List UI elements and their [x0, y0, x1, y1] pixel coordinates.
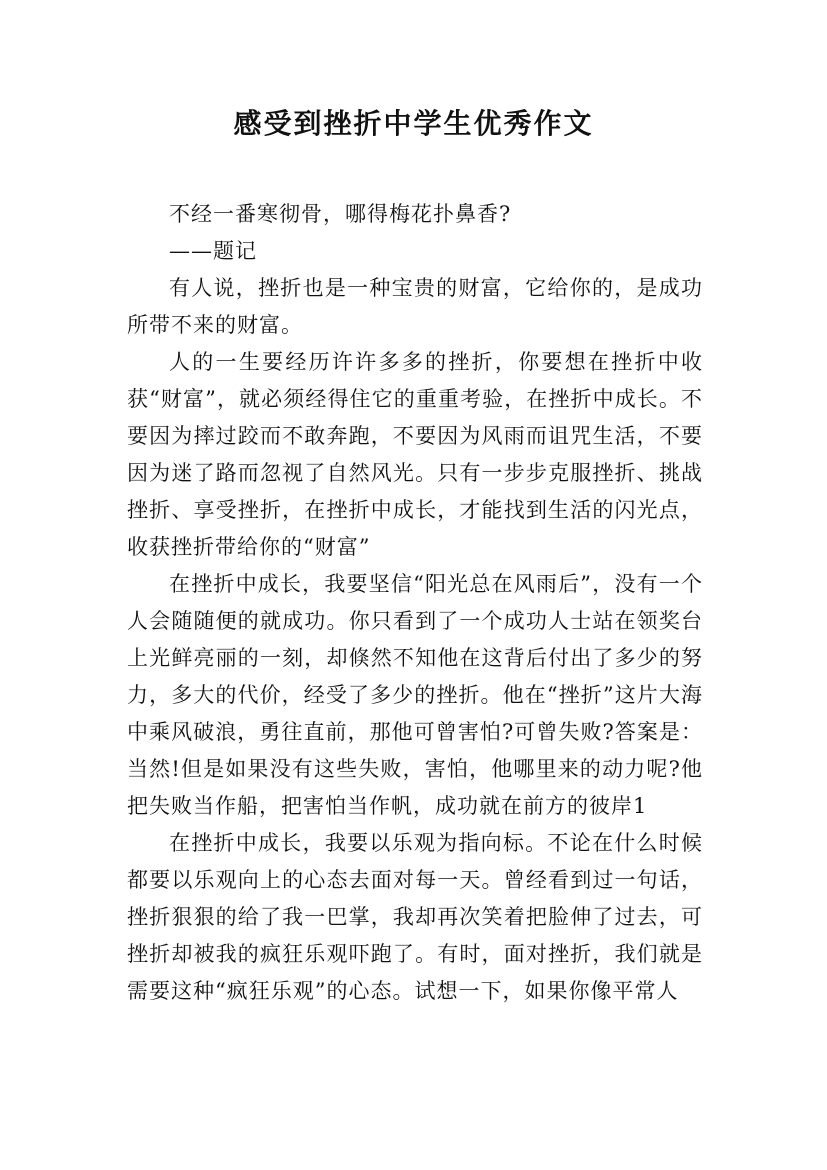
- paragraph-body-3: 在挫折中成长，我要以乐观为指向标。不论在什么时候都要以乐观向上的心态去面对每一天。曾经看到过一句话，挫折狠狠的给了我一巴掌，我却再次笑着把脸伸了过去，可挫折却被我的疯狂乐观吓跑了。有时，面对挫折，我们就是需要这种“疯狂乐观”的心态。试想一下，如果你像平常人: [127, 831, 703, 1003]
- document-body: [127, 196, 703, 1010]
- paragraph-epigraph: 不经一番寒彻骨，哪得梅花扑鼻香?: [169, 202, 512, 226]
- document-title: 感受到挫折中学生优秀作文: [233, 107, 594, 140]
- paragraph-body-1: 人的一生要经历许许多多的挫折，你要想在挫折中收获“财富”，就必须经得住它的重重考验，在挫折中成长。不要因为摔过跤而不敢奔跑，不要因为风雨而诅咒生活，不要因为迷了路而忽视了自然风光。只有一步步克服挫折、挑战挫折、享受挫折，在挫折中成长，才能找到生活的闪光点，收获挫折带给你的“财富”: [127, 350, 703, 559]
- paragraph-body-2: 在挫折中成长，我要坚信“阳光总在风雨后”，没有一个人会随随便的就成功。你只看到了一个成功人士站在领奖台上光鲜亮丽的一刻，却倏然不知他在这背后付出了多少的努力，多大的代价，经受了多少的挫折。他在“挫折”这片大海中乘风破浪，勇往直前，那他可曾害怕?可曾失败?答案是：当然!但是如果没有这些失败，害怕，他哪里来的动力呢?他把失败当作船，把害怕当作帆，成功就在前方的彼岸1: [127, 572, 703, 818]
- paragraph-intro: 有人说，挫折也是一种宝贵的财富，它给你的，是成功所带不来的财富。: [127, 276, 703, 337]
- paragraph-epigraph-source: ——题记: [169, 239, 257, 263]
